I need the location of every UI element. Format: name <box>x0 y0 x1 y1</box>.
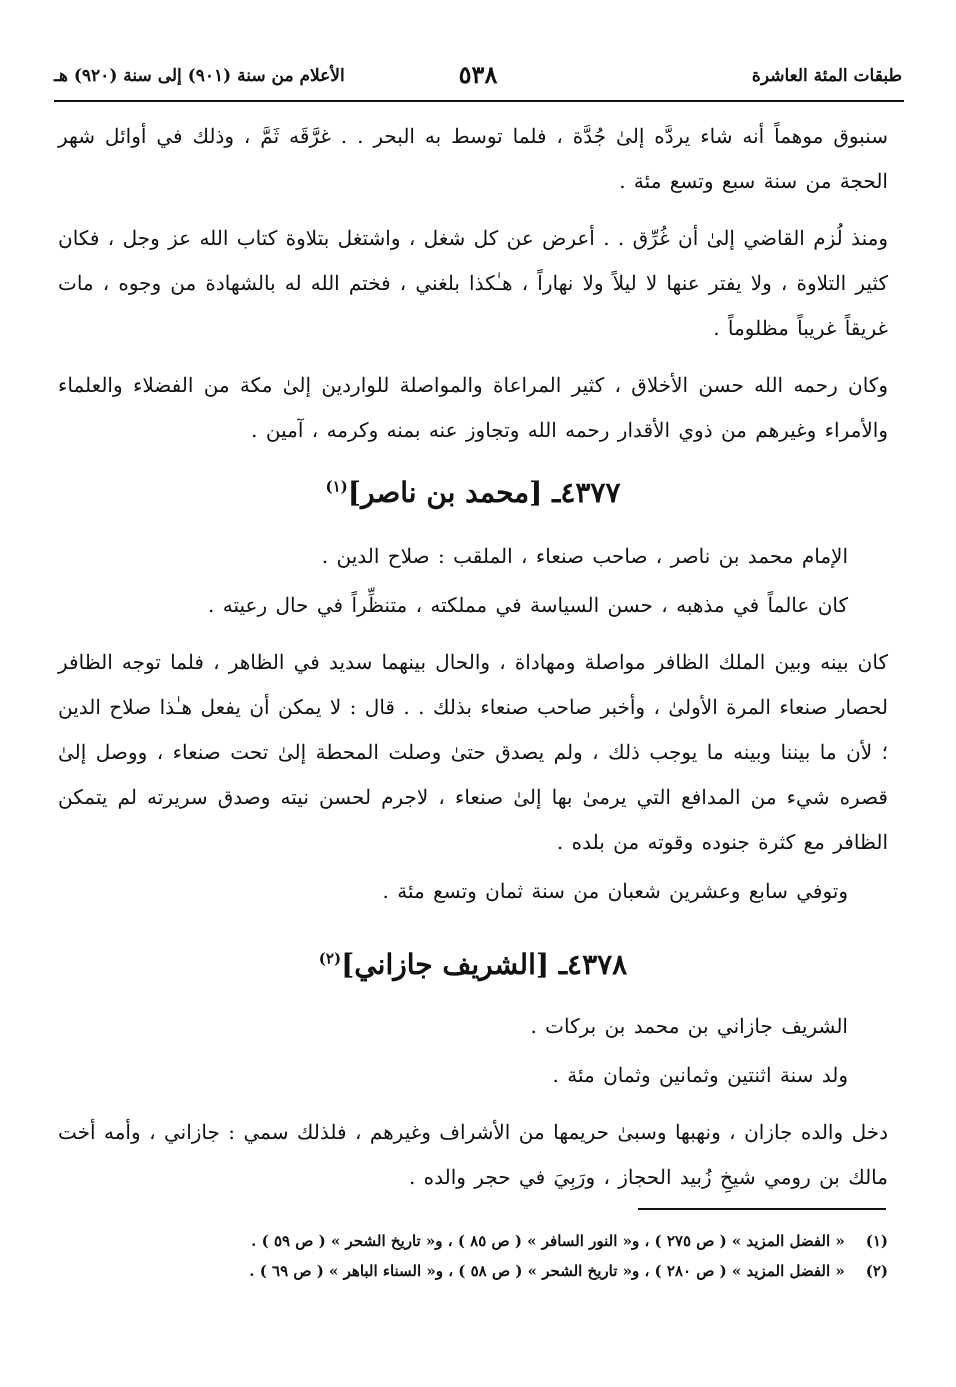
header-divider <box>54 100 904 102</box>
page-number: ٥٣٨ <box>458 60 498 89</box>
entry-title: ٤٣٧٨ـ [الشريف جازاني] <box>341 948 628 981</box>
footnote-number: (١) <box>865 1232 888 1250</box>
entry-body <box>58 534 888 914</box>
footnote-text: « الفضل المزيد » ( ص ٢٨٠ ) ، و« تاريخ الشحر » ( ص ٥٨ ) ، و« السناء الباهر » ( ص ٦٩ ) . <box>249 1262 845 1280</box>
paragraph: سنبوق موهماً أنه شاء يردَّه إلىٰ جُدَّة ، فلما توسط به البحر . . غرَّقَه ثَمَّ ، وذلك في أوائل شهر الحجة من سنة سبع وتسع مئة . <box>58 124 888 193</box>
paragraph: ومنذ لُزم القاضي إلىٰ أن غُرِّق . . أعرض عن كل شغل ، واشتغل بتلاوة كتاب الله عز وجل ، فكان كثير التلاوة ، ولا يفتر عنها لا ليلاً ولا نهاراً ، هـٰكذا بلغني ، فختم الله له بالشهادة من وجوه ، مات غريقاً غريباً مظلوماً . <box>58 226 888 340</box>
footnote-divider <box>638 1208 886 1210</box>
footnote <box>180 1256 888 1286</box>
entry-title: ٤٣٧٧ـ [محمد بن ناصر] <box>347 476 621 509</box>
header-section-title: طبقات المئة العاشرة <box>751 66 902 86</box>
paragraph: كان بينه وبين الملك الظافر مواصلة ومهاداة ، والحال بينهما سديد في الظاهر ، فلما توجه الظافر لحصار صنعاء المرة الأولىٰ ، وأخبر صاحب صنعاء بذلك . . قال : لا يمكن أن يفعل هـٰذا صلاح الدين ؛ لأن ما بيننا وبينه ما يوجب ذلك ، ولم يصدق حتىٰ وصلت المحطة إلىٰ تحت صنعاء ، ووصل إلىٰ قصره شيء من المدافع التي يرمىٰ بها إلىٰ صنعاء ، لاجرم لحسن نيته وصدق سريرته لم يتمكن الظافر مع كثرة جنوده وقوته من بلده . <box>58 650 888 854</box>
paragraph: وكان رحمه الله حسن الأخلاق ، كثير المراعاة والمواصلة للواردين إلىٰ مكة من الفضلاء والعلماء والأمراء وغيرهم من ذوي الأقدار رحمه الله وتجاوز عنه بمنه وكرمه ، آمين . <box>58 373 888 442</box>
paragraph: الإمام محمد بن ناصر ، صاحب صنعاء ، الملقب : صلاح الدين . <box>321 544 848 568</box>
entry-body <box>58 1004 888 1200</box>
footnote-text: « الفضل المزيد » ( ص ٢٧٥ ) ، و« النور السافر » ( ص ٨٥ ) ، و« تاريخ الشحر » ( ص ٥٩ ) . <box>251 1232 845 1250</box>
footnotes <box>180 1226 888 1286</box>
continuation-text <box>58 114 888 453</box>
footnote-number: (٢) <box>865 1262 888 1280</box>
footnote-marker: (١) <box>325 477 348 496</box>
entry-heading <box>58 476 888 509</box>
paragraph: الشريف جازاني بن محمد بن بركات . <box>530 1014 848 1038</box>
running-header <box>54 60 902 104</box>
paragraph: كان عالماً في مذهبه ، حسن السياسة في مملكته ، متنظِّراً في حال رعيته . <box>208 593 848 617</box>
paragraph: وتوفي سابع وعشرين شعبان من سنة ثمان وتسع مئة . <box>382 879 848 903</box>
paragraph: ولد سنة اثنتين وثمانين وثمان مئة . <box>552 1063 848 1087</box>
entry-heading <box>58 948 888 981</box>
footnote <box>180 1226 888 1256</box>
header-year-range: الأعلام من سنة (٩٠١) إلى سنة (٩٢٠) هـ <box>54 66 345 86</box>
footnote-marker: (٢) <box>318 949 342 968</box>
paragraph: دخل والده جازان ، ونهبها وسبىٰ حريمها من الأشراف وغيرهم ، فلذلك سمي : جازاني ، وأمه أخت مالك بن رومي شيخِ زُبيد الحجاز ، ورَبِيَ في حجر والده . <box>58 1120 888 1189</box>
